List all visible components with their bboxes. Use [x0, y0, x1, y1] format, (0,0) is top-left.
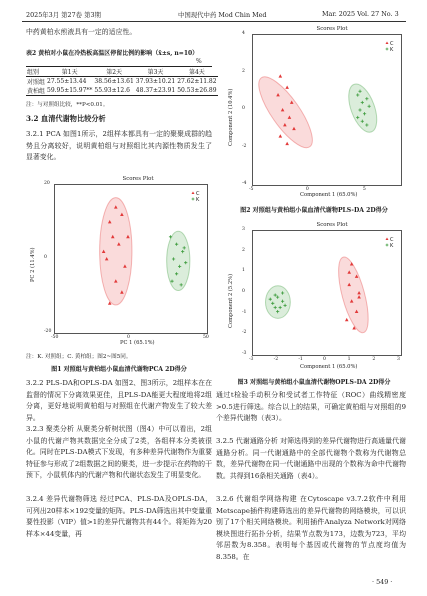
x-tick-label: 0: [127, 335, 130, 340]
legend-label-K: K: [196, 196, 200, 203]
y-tick-label: 0: [242, 106, 245, 111]
legend-marker-C: [386, 238, 389, 241]
legend-label-K: K: [390, 46, 394, 53]
table2-header-row: [26, 67, 218, 77]
figure2-caption: 图2 对照组与黄柏组小鼠血清代谢物PLS-DA 2D得分: [240, 207, 388, 214]
legend-marker-C: [192, 192, 195, 195]
figure3-svg: [253, 231, 401, 355]
y-tick-label: 3: [242, 227, 245, 232]
figure2-ylabel: Component 2 (10.4%): [228, 88, 234, 146]
figure1-note: 注：K. 对照组；C. 黄柏组；图2~图5同。: [26, 354, 132, 360]
legend-marker-K: [386, 48, 389, 51]
chart-series-layer: [100, 198, 190, 305]
legend-marker-K: [386, 244, 389, 247]
table2: [26, 67, 218, 96]
table-cell: 27.62±11.82: [177, 78, 217, 85]
table-cell: 37.93±10.21: [135, 78, 176, 85]
legend-marker-K: [192, 198, 195, 201]
chart-legend: [192, 191, 201, 203]
legend-label-C: C: [390, 40, 394, 47]
data-point-C: [285, 86, 289, 89]
table-cell: 对照组: [27, 79, 46, 86]
figure2-plot-title: Scores Plot: [316, 26, 348, 32]
y-tick-label: -4: [242, 181, 247, 186]
figure1-plot-area: [54, 184, 208, 334]
y-tick-label: -2: [242, 143, 247, 149]
table2-col-header: 第1天: [61, 69, 78, 76]
figure2-svg: [253, 35, 401, 185]
table-cell: 50.53±26.89: [177, 87, 217, 94]
figure3-caption: 图3 对照组与黄柏组小鼠血清代谢物OPLS-DA 2D得分: [237, 379, 391, 386]
confidence-ellipse-C: [333, 254, 375, 335]
chart-legend: [386, 237, 395, 249]
para-3-2-3: 3.2.3 聚类分析 从聚类分析树状图（图4）中可以看出，2组小鼠的代谢产物其数据完全分成了2类，各组样本分类被很化。同时在PLS-DA模式下发现，有多种差异代谢物作为重要特征参与形成了2组数据之间的聚类，进一步提示在药物的干预下，小鼠机体内的代谢产物和代谢状态发生了明显变化。: [26, 425, 212, 480]
confidence-ellipse-K: [167, 231, 190, 290]
table-cell: 55.93±12.6: [94, 87, 130, 94]
y-tick-label: -20: [44, 329, 52, 334]
table2-title: 表2 黄柏对小鼠在冷热板高温区停留比例的影响（x̄±s, n=10）: [26, 50, 199, 57]
figure2-plot-area: [252, 34, 402, 186]
table2-col-header: 第3天: [147, 69, 164, 76]
x-tick-label: 5: [362, 187, 366, 192]
legend-label-K: K: [390, 242, 394, 249]
figure3-plot-title: Scores Plot: [316, 222, 348, 228]
x-tick-label: 50: [203, 335, 209, 340]
x-tick-label: -5: [249, 187, 254, 192]
table-row: [26, 77, 218, 87]
data-point-C: [345, 318, 349, 321]
x-tick-label: -3: [249, 357, 254, 362]
x-tick-label: 2: [372, 357, 376, 362]
figure1-ylabel: PC 2 (11.4%): [30, 247, 36, 282]
figure3: [222, 222, 404, 372]
page-number: · 549 ·: [372, 578, 393, 586]
figure1-xlabel: PC 1 (65.1%): [120, 340, 155, 346]
table-cell: 48.37±23.91: [135, 87, 176, 94]
table2-col-header: 第2天: [106, 69, 123, 76]
y-tick-label: -1: [242, 309, 247, 315]
chart-series-layer: [253, 70, 382, 155]
header-right: Mar. 2025 Vol. 27 No. 3: [322, 10, 399, 18]
header-center: 中国现代中药 Mod Chin Med: [178, 11, 267, 19]
para-3-2-2: 3.2.2 PLS-DA和OPLS-DA 如图2、图3所示，2组样本在在监督的情况下分离效果更佳，且PLS-DA能更大程度地将2组分离，更好地说明黄柏组与对照组在代谢产物发生了较大差异。: [26, 379, 212, 422]
x-tick-label: 0: [305, 187, 309, 192]
table2-note: 注：与对照组比较，**P<0.01。: [26, 102, 109, 108]
y-tick-label: 2: [242, 68, 245, 74]
table2-unit: %: [196, 58, 202, 65]
figure2: [222, 22, 404, 200]
legend-label-C: C: [196, 190, 200, 197]
x-tick-label: -50: [51, 335, 59, 340]
table-row: [26, 86, 218, 96]
figure1-plot-title: Scores Plot: [122, 176, 154, 182]
figure1-caption: 图1 对照组与黄柏组小鼠血清代谢物PCA 2D得分: [51, 366, 187, 373]
para-3-2-6: 3.2.6 代谢组学网络构建 在Cytoscape v3.7.2软件中利用Metscape插件构建筛选出的差异代谢物的网络模块，可以识别了17个相关网络模块。利用插件Analyza Network对网络模块图进行拓扑分析，结果节点数为173，边数为723，平均邻居数为8.358。表明每个基因或代谢物的节点度均值为8.358。在: [216, 495, 406, 561]
figure3-xlabel: Component 1 (65.0%): [300, 364, 358, 370]
para-3-2-1: 3.2.1 PCA 如图1所示，2组样本都具有一定的聚聚成群的趋势且分离较好，说明黄柏组与对照组比其内源性物质发生了显著变化。: [26, 130, 212, 162]
chart-series-layer: [266, 254, 375, 335]
para-continued: 通过t检验手动积分和受试者工作特征（ROC）曲线精密度>0.5进行筛选。综合以上的结果，可确定黄柏组与对照组的9个差异代谢物（表3）。: [216, 391, 406, 423]
table-cell: 38.56±13.61: [94, 78, 134, 85]
figure1-svg: [55, 185, 207, 333]
data-point-C: [279, 74, 283, 77]
x-tick-label: -1: [298, 357, 303, 362]
y-tick-label: -2: [242, 330, 247, 336]
confidence-ellipse-K: [266, 286, 291, 319]
data-point-C: [279, 134, 283, 137]
y-tick-label: 0: [242, 289, 245, 294]
x-tick-label: 1: [347, 357, 351, 362]
legend-marker-C: [386, 42, 389, 45]
chart-legend: [386, 41, 395, 53]
header-left: 2025年3月 第27卷 第3期: [26, 11, 101, 19]
y-tick-label: 4: [242, 31, 245, 36]
table2-col-header: 第4天: [188, 69, 205, 76]
para-3-2-4: 3.2.4 差异代谢物筛选 经过PCA、PLS-DA及OPLS-DA，可列出20样本×192变量的矩阵。PLS-DA筛选出其中变量重要性投影（VIP）值>1的差异代谢物共有44个。将矩阵为20样本×44变量，再: [26, 495, 212, 538]
y-tick-label: 20: [44, 181, 50, 186]
figure3-plot-area: [252, 230, 402, 356]
y-tick-label: 2: [242, 247, 245, 253]
table-cell: 59.95±15.97**: [47, 87, 93, 94]
x-tick-label: 0: [323, 357, 326, 362]
x-tick-label: 3: [397, 357, 400, 362]
table2-col-header: 组别: [27, 69, 40, 76]
confidence-ellipse-K: [343, 80, 382, 135]
intro-line: 中药黄柏水煎液具有一定的适应性。: [26, 28, 137, 36]
y-tick-label: 0: [44, 255, 47, 260]
table-cell: 黄柏组: [27, 88, 46, 95]
data-point-C: [285, 142, 289, 145]
para-3-2-5: 3.2.5 代谢通路分析 对筛选得到的差异代谢物进行高通量代谢通路分析。同一代谢通路中的全部代谢物个数称为代谢物总数，差异代谢物在同一代谢通路中出现的个数称为命中代谢物数。共得到16条相关通路（表4）。: [216, 437, 406, 480]
x-tick-label: -2: [273, 357, 279, 362]
table-cell: 27.55±13.44: [47, 78, 87, 85]
legend-label-C: C: [390, 236, 394, 243]
y-tick-label: -3: [242, 351, 247, 356]
section-3-2-heading: 3.2 血清代谢物比较分析: [26, 114, 106, 123]
figure1: [28, 176, 210, 348]
figure3-ylabel: Component 2 (5.2%): [228, 273, 234, 328]
y-tick-label: 1: [242, 268, 245, 274]
figure2-xlabel: Component 1 (65.0%): [300, 192, 358, 198]
